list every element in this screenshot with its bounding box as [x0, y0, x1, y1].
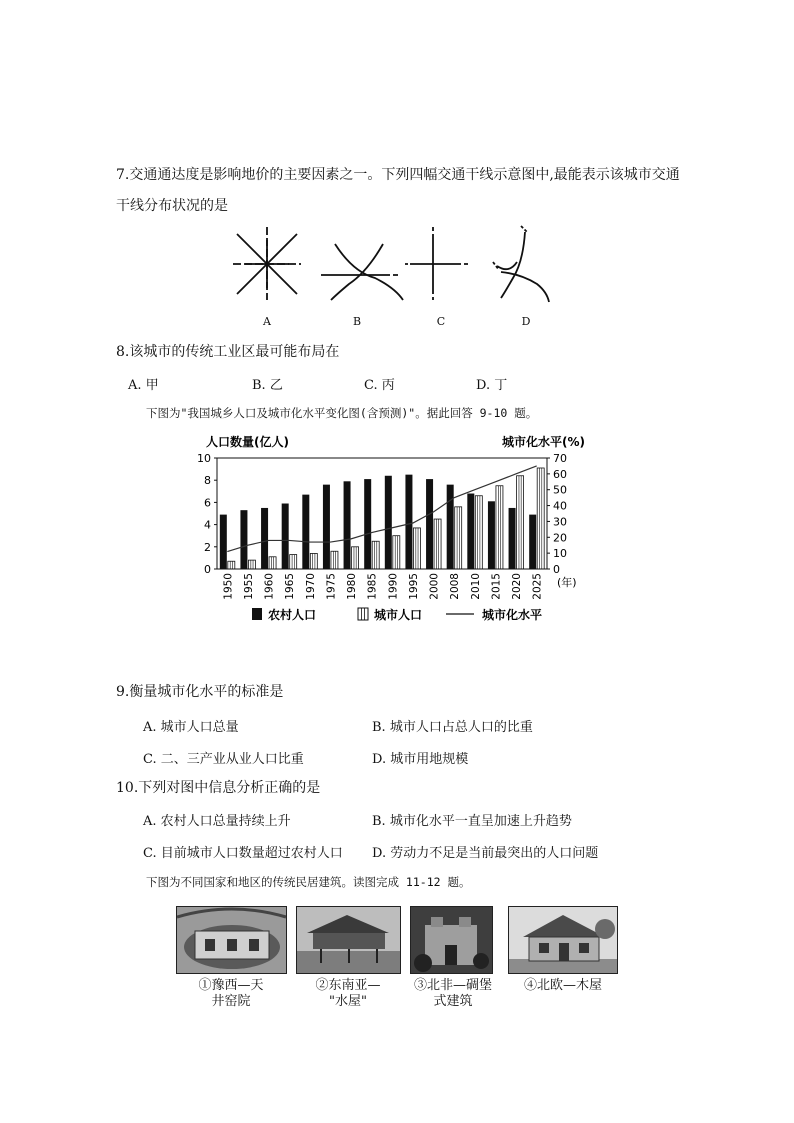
bar-urban: [393, 536, 400, 569]
bar-rural: [509, 508, 516, 569]
photo-caption-4: [508, 978, 618, 994]
legend-rural-label: 农村人口: [268, 608, 317, 622]
photo-caption-3: [398, 978, 508, 1010]
photo-caption-2-line1: ②东南亚—: [315, 978, 381, 993]
bar-rural: [426, 479, 433, 569]
y-axis-right-label: 城市化水平(%): [502, 435, 585, 449]
bar-rural: [364, 479, 371, 569]
x-tick-label: 1975: [325, 573, 338, 600]
y-right-tick-label: 50: [553, 483, 567, 497]
diagram-label-c: C: [436, 315, 446, 328]
x-tick-label: 2000: [428, 573, 441, 600]
y-right-tick-label: 70: [553, 452, 567, 465]
x-tick-label: 2015: [490, 573, 503, 600]
q10-option-d: D. 劳动力不足是当前最突出的人口问题: [372, 846, 599, 861]
q8-stem: 8.该城市的传统工业区最可能布局在: [116, 344, 340, 360]
diagram-label-d: D: [521, 315, 531, 328]
traffic-diagrams: [225, 222, 555, 307]
bar-rural: [405, 475, 412, 569]
x-tick-label: 2010: [469, 573, 482, 600]
diagram-c: [405, 227, 469, 300]
x-tick-label: 1995: [407, 573, 420, 600]
bar-urban: [352, 547, 359, 569]
bar-urban: [537, 468, 544, 569]
bar-urban: [290, 555, 297, 569]
bar-urban: [331, 551, 338, 569]
photo-caption-3-line2: 式建筑: [433, 994, 473, 1009]
x-tick-label: 2008: [449, 573, 462, 600]
population-chart: [190, 428, 600, 628]
x-tick-label: 1990: [387, 573, 400, 600]
q8-option-c: C. 丙: [364, 378, 395, 393]
y-right-tick-label: 30: [553, 515, 567, 529]
photo-intro: 下图为不同国家和地区的传统民居建筑。读图完成 11-12 题。: [146, 875, 471, 889]
q10-option-c: C. 目前城市人口数量超过农村人口: [143, 846, 343, 861]
q8-option-a: A. 甲: [128, 378, 159, 393]
y-right-tick-label: 0: [553, 563, 560, 576]
bar-rural: [488, 501, 495, 569]
y-right-tick-label: 10: [553, 547, 567, 561]
q10-option-a: A. 农村人口总量持续上升: [143, 814, 291, 829]
bar-urban: [248, 560, 255, 569]
y-right-tick-label: 20: [553, 531, 567, 545]
q8-option-d: D. 丁: [476, 378, 508, 393]
photo-caption-4-line1: ④北欧—木屋: [523, 978, 602, 993]
x-tick-label: 2020: [511, 573, 524, 600]
bar-rural: [323, 485, 330, 569]
q9-option-c: C. 二、三产业从业人口比重: [143, 752, 304, 767]
q9-option-b: B. 城市人口占总人口的比重: [372, 720, 533, 735]
x-tick-label: 1985: [366, 573, 379, 600]
q9-option-d: D. 城市用地规模: [372, 752, 469, 767]
photo-cave-courtyard: [176, 906, 287, 974]
bar-rural: [447, 485, 454, 569]
photo-caption-1-line1: ①豫西—天: [198, 978, 264, 993]
bar-rural: [385, 476, 392, 569]
bar-urban: [228, 561, 235, 569]
photo-caption-2: [293, 978, 403, 1010]
photo-water-house: [296, 906, 401, 974]
photo-caption-1-line2: 井窑院: [211, 994, 251, 1009]
y-axis-left-label: 人口数量(亿人): [206, 435, 289, 449]
x-tick-label: 1950: [222, 573, 235, 600]
bar-rural: [467, 494, 474, 569]
x-tick-label: 2025: [531, 573, 544, 600]
legend: [252, 607, 542, 622]
x-tick-label: 1980: [346, 573, 359, 600]
bar-urban: [496, 486, 503, 569]
bar-urban: [475, 496, 482, 569]
q9-stem: 9.衡量城市化水平的标准是: [116, 684, 284, 700]
y-left-tick-label: 6: [204, 496, 211, 510]
photo-wooden-house: [508, 906, 618, 974]
bar-urban: [434, 519, 441, 569]
diagram-label-b: B: [352, 315, 362, 328]
bar-rural: [261, 508, 268, 569]
bar-rural: [240, 510, 247, 569]
bar-urban: [413, 528, 420, 569]
bar-urban: [372, 541, 379, 569]
legend-rural-swatch: [252, 608, 262, 620]
x-tick-label: 1965: [284, 573, 297, 600]
y-right-tick-label: 60: [553, 467, 567, 481]
bar-urban: [455, 507, 462, 569]
photo-caption-1: [176, 978, 286, 1010]
q8-option-b: B. 乙: [252, 378, 283, 393]
q10-option-b: B. 城市化水平一直呈加速上升趋势: [372, 814, 572, 829]
legend-urban-label: 城市人口: [374, 608, 423, 622]
y-left-tick-label: 2: [204, 540, 211, 554]
bar-rural: [282, 504, 289, 569]
y-right-tick-label: 40: [553, 499, 567, 513]
q7-stem-line1: 7.交通通达度是影响地价的主要因素之一。下列四幅交通干线示意图中,最能表示该城市交通: [116, 167, 680, 183]
diagram-label-a: A: [263, 315, 271, 328]
photo-caption-2-line2: "水屋": [329, 994, 367, 1009]
diagram-d: [493, 226, 549, 302]
x-axis-unit: (年): [557, 576, 577, 589]
y-left-tick-label: 4: [204, 518, 211, 532]
y-left-tick-label: 10: [197, 452, 211, 465]
legend-urbanization-label: 城市化水平: [482, 608, 543, 622]
q10-stem: 10.下列对图中信息分析正确的是: [116, 780, 321, 796]
y-left-tick-label: 8: [204, 474, 211, 488]
x-tick-label: 1970: [304, 573, 317, 600]
bar-urban: [269, 557, 276, 569]
q7-stem-line2: 干线分布状况的是: [116, 198, 228, 214]
diagram-b: [321, 244, 403, 300]
legend-urban-swatch: [358, 608, 368, 620]
bar-urban: [517, 476, 524, 569]
bar-rural: [529, 515, 536, 569]
chart-intro: 下图为"我国城乡人口及城市化水平变化图(含预测)"。据此回答 9-10 题。: [146, 406, 538, 420]
photo-fortress-building: [410, 906, 493, 974]
y-left-tick-label: 0: [204, 563, 211, 576]
diagram-a: [233, 227, 301, 300]
q9-option-a: A. 城市人口总量: [143, 720, 239, 735]
bar-rural: [302, 495, 309, 569]
bar-rural: [220, 515, 227, 569]
bar-urban: [310, 553, 317, 569]
x-tick-label: 1955: [242, 573, 255, 600]
bar-rural: [344, 481, 351, 569]
x-tick-label: 1960: [263, 573, 276, 600]
photo-caption-3-line1: ③北非—碉堡: [413, 978, 492, 993]
